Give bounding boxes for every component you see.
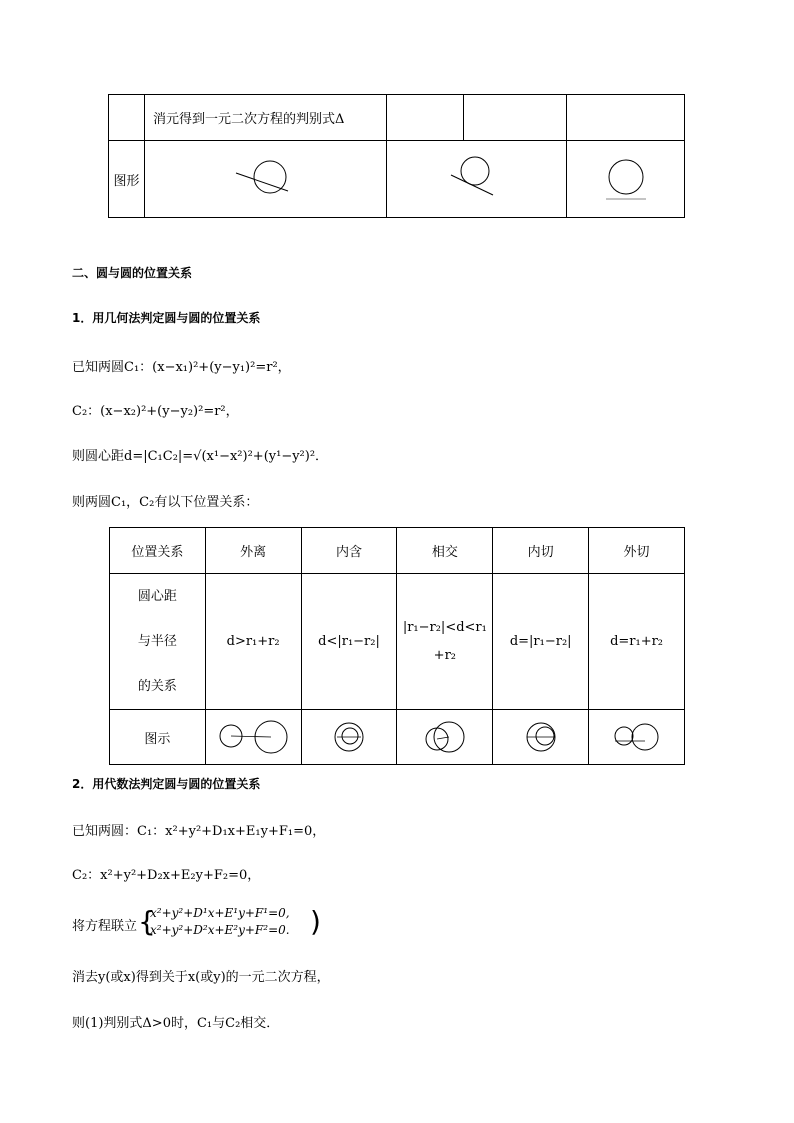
condition-internal-tangent: d=|r₁−r₂| <box>493 574 589 710</box>
discriminant-label: 消元得到一元二次方程的判别式Δ <box>145 95 387 141</box>
discriminant-line: 则(1)判别式Δ>0时，C₁与C₂相交． <box>72 1016 280 1031</box>
figure-separate <box>567 141 685 218</box>
line-circle-table <box>108 94 685 218</box>
algebra-c2-line: C₂：x²+y²+D₂x+E₂y+F₂=0， <box>72 868 261 883</box>
condition-separate: d>r₁+r₂ <box>205 574 301 710</box>
circles-separate-icon <box>211 717 295 757</box>
row-label-line: 的关系 <box>137 679 177 694</box>
circles-external-tangent-icon <box>607 717 667 757</box>
condition-external-tangent: d=r₁+r₂ <box>589 574 685 710</box>
condition-intersect-line2: +r₂ <box>433 647 456 663</box>
relation-intro-line: 则两圆C₁，C₂有以下位置关系： <box>72 495 259 510</box>
eliminate-line: 消去y(或x)得到关于x(或y)的一元二次方程， <box>72 970 330 985</box>
header-position: 位置关系 <box>110 528 206 574</box>
system-right-paren: ) <box>310 905 321 938</box>
table-cell <box>387 95 464 141</box>
figure-label: 图形 <box>109 141 145 218</box>
row-label-line: 圆心距 <box>137 589 177 604</box>
circle-line-intersect-icon <box>226 149 306 209</box>
distance-line: 则圆心距d=|C₁C₂|=√(x¹−x²)²+(y¹−y²)²． <box>72 449 329 464</box>
system-equation-2: x²+y²+D²x+E²y+F²=0. <box>150 923 290 937</box>
circles-contained-icon <box>329 717 369 757</box>
diagram-label: 图示 <box>110 710 206 765</box>
circles-intersect-icon <box>415 717 475 757</box>
condition-contained: d<|r₁−r₂| <box>301 574 397 710</box>
header-separate: 外离 <box>205 528 301 574</box>
circles-internal-tangent-icon <box>521 717 561 757</box>
system-left-brace: { <box>138 905 156 938</box>
c2-equation-line: C₂：(x−x₂)²+(y−y₂)²=r²， <box>72 404 239 419</box>
header-contained: 内含 <box>301 528 397 574</box>
condition-intersect <box>397 574 493 710</box>
subsection-heading: 1．用几何法判定圆与圆的位置关系 <box>72 311 261 325</box>
c1-equation: C₁：(x−x₁)²+(y−y₁)²=r²， <box>124 360 291 375</box>
row-label-relation <box>110 574 206 710</box>
system-prefix: 将方程联立 <box>72 919 138 934</box>
c1-prefix: 已知两圆 <box>72 360 125 375</box>
header-internal-tangent: 内切 <box>493 528 589 574</box>
circle-line-separate-icon <box>586 149 666 209</box>
header-external-tangent: 外切 <box>589 528 685 574</box>
diagram-separate <box>205 710 301 765</box>
diagram-external-tangent <box>589 710 685 765</box>
section-heading: 二、圆与圆的位置关系 <box>72 266 193 280</box>
circle-circle-table <box>109 527 685 765</box>
figure-tangent <box>387 141 567 218</box>
header-intersect: 相交 <box>397 528 493 574</box>
table-cell <box>567 95 685 141</box>
algebra-c1-line: 已知两圆：C₁：x²+y²+D₁x+E₁y+F₁=0， <box>72 824 326 839</box>
circle-line-tangent-icon <box>437 149 517 209</box>
diagram-contained <box>301 710 397 765</box>
diagram-intersect <box>397 710 493 765</box>
c1-equation-line <box>72 356 291 375</box>
condition-intersect-line1: |r₁−r₂|<d<r₁ <box>402 619 487 635</box>
diagram-internal-tangent <box>493 710 589 765</box>
table-cell <box>464 95 567 141</box>
figure-intersect <box>145 141 387 218</box>
row-label-line: 与半径 <box>137 634 177 649</box>
subsection-heading-algebra: 2．用代数法判定圆与圆的位置关系 <box>72 777 261 791</box>
system-equation-1: x²+y²+D¹x+E¹y+F¹=0, <box>150 906 290 920</box>
table-cell <box>109 95 145 141</box>
